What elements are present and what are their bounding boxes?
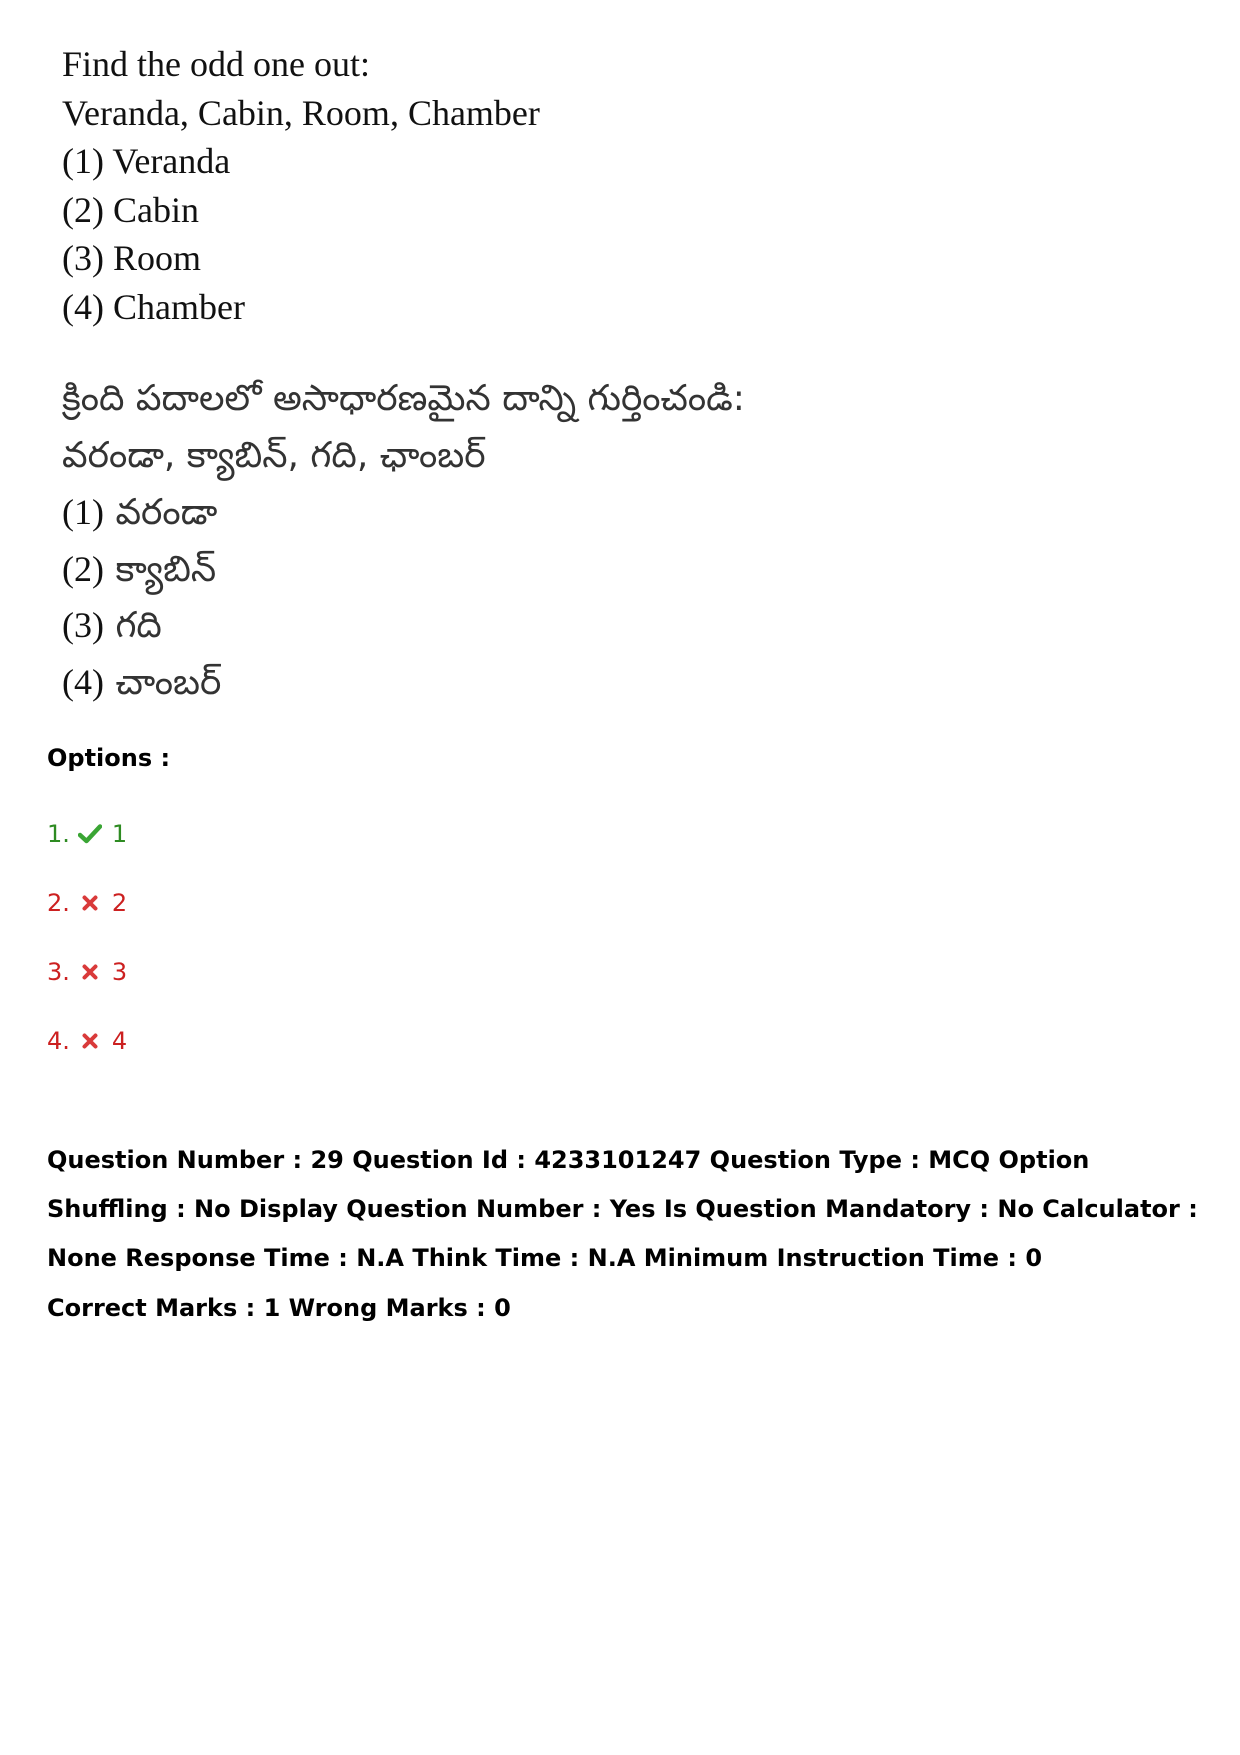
telugu-choice-text: వరండా <box>115 492 218 533</box>
option-item <box>47 952 127 992</box>
question-details: Question Number : 29 Question Id : 4233101247 Question Type : MCQ Option Shuffling : No Display Question Number : Yes Is Question Mandatory : No Calculator : None Response Time : N.A Think Time : N.A Minimum Instruction Time : 0 <box>47 1146 1198 1272</box>
check-icon <box>76 820 104 848</box>
telugu-choice <box>62 597 962 654</box>
telugu-choice-number: (3) <box>62 605 104 645</box>
telugu-choice-text: గది <box>115 605 162 646</box>
telugu-words: వరండా, క్యాబిన్, గది, ఛాంబర్ <box>62 434 486 476</box>
telugu-choice-text: క్యాబిన్ <box>115 548 217 590</box>
telugu-choice-number: (2) <box>62 548 104 589</box>
option-index: 4. <box>47 1027 70 1055</box>
cross-icon <box>76 889 104 917</box>
question-image <box>62 40 962 710</box>
telugu-choice-number: (1) <box>62 492 104 532</box>
option-item <box>47 883 127 923</box>
options-list <box>47 814 127 1090</box>
question-choice: (2) Cabin <box>62 189 199 230</box>
question-words: Veranda, Cabin, Room, Chamber <box>62 92 540 133</box>
telugu-choice-text: చాంబర్ <box>115 661 222 703</box>
marks-info: Correct Marks : 1 Wrong Marks : 0 <box>47 1294 511 1322</box>
cross-icon <box>76 958 104 986</box>
telugu-prompt: క్రింది పదాలలో అసాధారణమైన దాన్ని గుర్తించండి: <box>62 378 745 419</box>
telugu-choice <box>62 484 962 541</box>
option-item <box>47 814 127 854</box>
options-heading: Options : <box>47 744 171 772</box>
option-index: 1. <box>47 820 70 848</box>
option-value: 1 <box>111 820 128 848</box>
option-value: 2 <box>111 889 128 917</box>
telugu-question <box>62 371 962 710</box>
question-choice: (3) Room <box>62 238 201 278</box>
question-choice: (4) Chamber <box>62 286 245 327</box>
telugu-choice-number: (4) <box>62 661 104 702</box>
question-prompt: Find the odd one out: <box>62 44 370 84</box>
telugu-choice <box>62 654 962 711</box>
option-item <box>47 1021 127 1061</box>
english-question <box>62 40 962 331</box>
option-value: 4 <box>111 1027 128 1055</box>
telugu-choice <box>62 541 962 598</box>
cross-icon <box>76 1027 104 1055</box>
option-value: 3 <box>111 958 128 986</box>
option-index: 3. <box>47 958 70 986</box>
option-index: 2. <box>47 889 70 917</box>
question-choice: (1) Veranda <box>62 141 231 181</box>
